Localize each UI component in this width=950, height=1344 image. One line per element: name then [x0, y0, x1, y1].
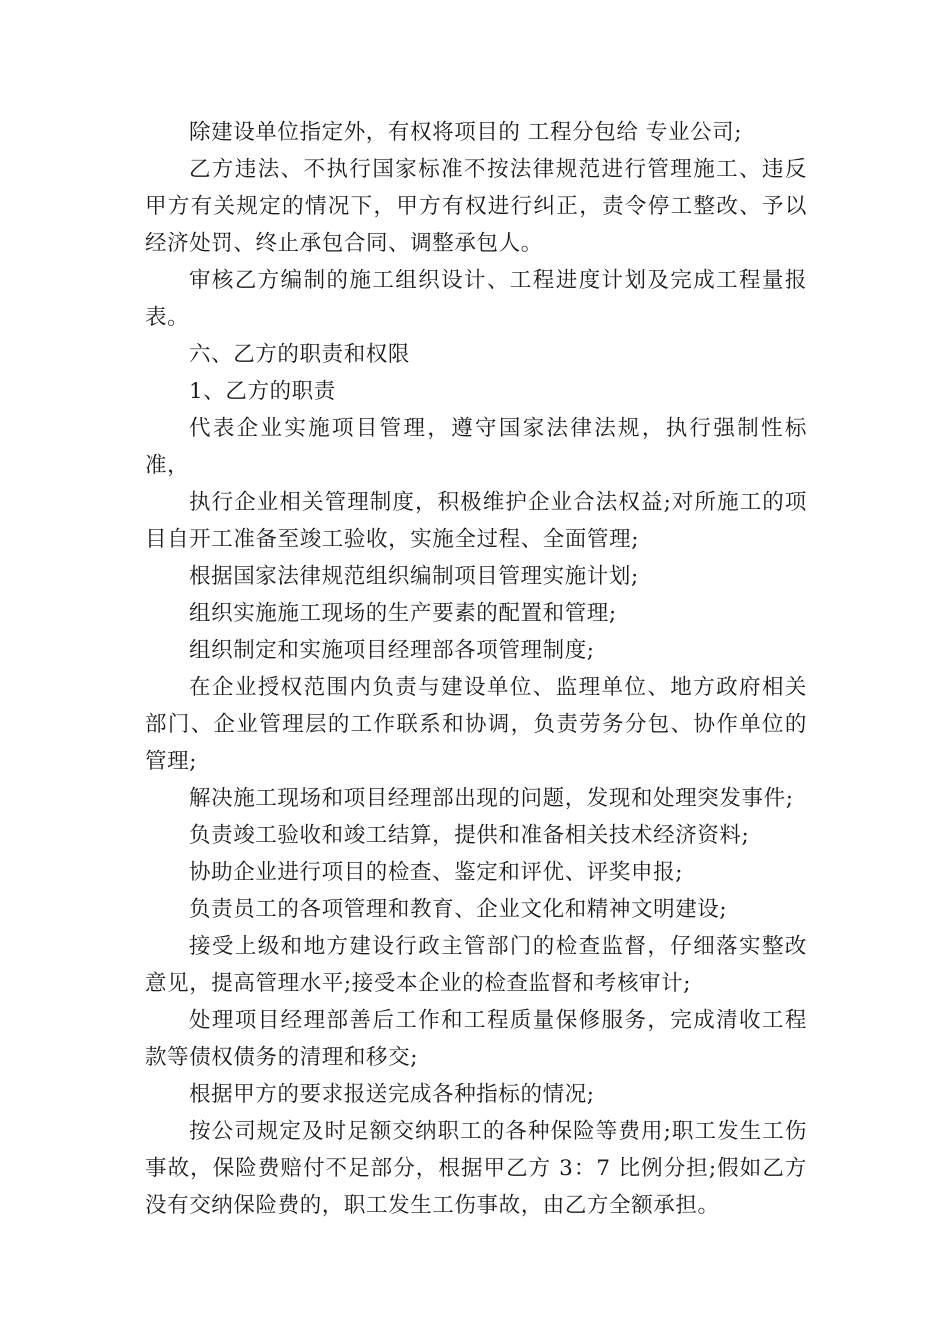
paragraph: 负责竣工验收和竣工结算，提供和准备相关技术经济资料; [189, 823, 750, 848]
paragraph: 代表企业实施项目管理，遵守国家法律法规，执行强制性标准， [145, 416, 807, 478]
subsection-heading: 1、乙方的职责 [189, 379, 336, 404]
paragraph: 处理项目经理部善后工作和工程质量保修服务，完成清收工程款等债权债务的清理和移交; [145, 1008, 807, 1070]
paragraph: 按公司规定及时足额交纳职工的各种保险等费用;职工发生工伤事故，保险费赔付不足部分，根据甲乙方 3：7 比例分担;假如乙方没有交纳保险费的，职工发生工伤事故，由乙方全额承担。 [145, 1119, 807, 1218]
paragraph: 接受上级和地方建设行政主管部门的检查监督，仔细落实整改意见，提高管理水平;接受本企业的检查监督和考核审计; [145, 934, 807, 996]
section-heading: 六、乙方的职责和权限 [189, 342, 411, 367]
paragraph: 组织实施施工现场的生产要素的配置和管理; [189, 601, 617, 626]
paragraph: 协助企业进行项目的检查、鉴定和评优、评奖申报; [189, 860, 684, 885]
paragraph: 执行企业相关管理制度，积极维护企业合法权益;对所施工的项目自开工准备至竣工验收，实施全过程、全面管理; [145, 490, 807, 552]
paragraph: 在企业授权范围内负责与建设单位、监理单位、地方政府相关部门、企业管理层的工作联系和协调，负责劳务分包、协作单位的管理; [145, 675, 807, 774]
document-body [145, 114, 807, 1224]
paragraph: 乙方违法、不执行国家标准不按法律规范进行管理施工、违反甲方有关规定的情况下，甲方有权进行纠正，责令停工整改、予以经济处罚、终止承包合同、调整承包人。 [145, 157, 807, 256]
paragraph: 根据国家法律规范组织编制项目管理实施计划; [189, 564, 639, 589]
paragraph: 负责员工的各项管理和教育、企业文化和精神文明建设; [189, 897, 728, 922]
paragraph: 组织制定和实施项目经理部各项管理制度; [189, 638, 595, 663]
paragraph: 除建设单位指定外，有权将项目的 工程分包给 专业公司; [189, 120, 743, 145]
paragraph: 审核乙方编制的施工组织设计、工程进度计划及完成工程量报表。 [145, 268, 807, 330]
paragraph: 根据甲方的要求报送完成各种指标的情况; [189, 1082, 595, 1107]
paragraph: 解决施工现场和项目经理部出现的问题，发现和处理突发事件; [189, 786, 794, 811]
